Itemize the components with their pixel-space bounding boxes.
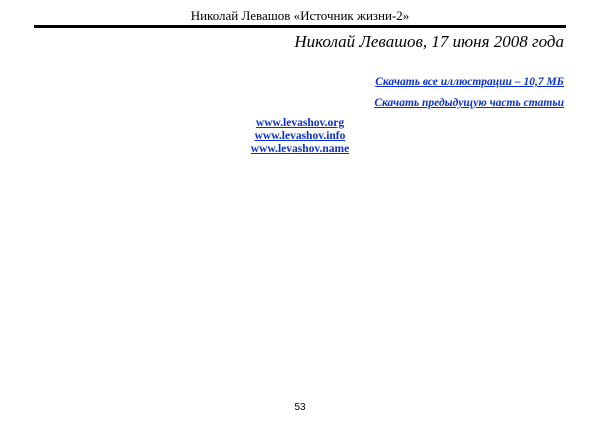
website-link-org[interactable]: www.levashov.org — [255, 117, 345, 129]
website-links — [230, 117, 370, 156]
website-link-name[interactable]: www.levashov.name — [250, 143, 350, 155]
website-list-item — [230, 117, 370, 130]
website-list-item — [230, 143, 370, 156]
author-signature: Николай Левашов, 17 июня 2008 года — [294, 32, 564, 51]
header-rule — [34, 25, 566, 28]
running-header: Николай Левашов «Источник жизни-2» — [190, 8, 410, 23]
page-number: 53 — [294, 402, 306, 413]
download-previous-part-link[interactable]: Скачать предыдущую часть статьи — [374, 97, 564, 109]
website-link-info[interactable]: www.levashov.info — [254, 130, 346, 142]
download-all-illustrations-link[interactable]: Скачать все иллюстрации – 10,7 МБ — [375, 76, 564, 88]
website-list-item — [230, 130, 370, 143]
